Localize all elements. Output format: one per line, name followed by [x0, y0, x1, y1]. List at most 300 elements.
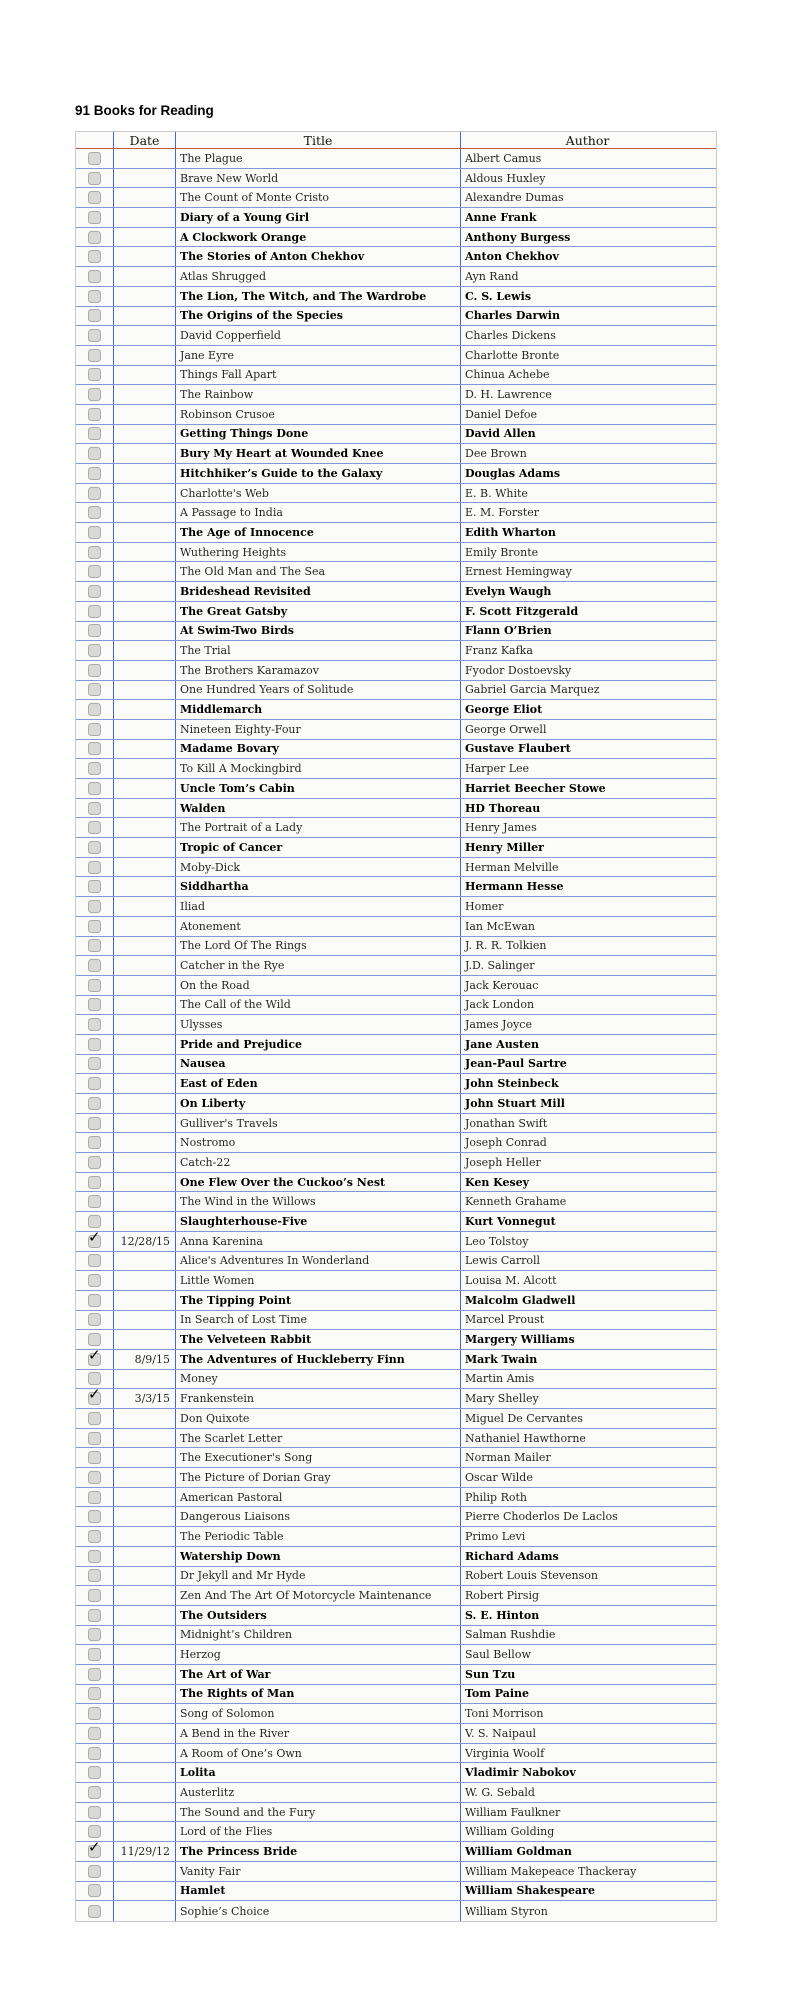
author-cell[interactable]: Joseph Conrad	[460, 1133, 714, 1152]
author-cell[interactable]: Daniel Defoe	[460, 405, 714, 424]
row-checkbox[interactable]	[88, 1018, 101, 1031]
title-cell[interactable]: The Lion, The Witch, and The Wardrobe	[175, 287, 460, 306]
date-cell[interactable]	[113, 1901, 175, 1921]
author-cell[interactable]: W. G. Sebald	[460, 1783, 714, 1802]
row-checkbox[interactable]	[88, 1077, 101, 1090]
title-cell[interactable]: The Velveteen Rabbit	[175, 1330, 460, 1349]
row-checkbox[interactable]	[88, 1274, 101, 1287]
author-cell[interactable]: Edith Wharton	[460, 523, 714, 542]
row-checkbox[interactable]	[88, 211, 101, 224]
author-cell[interactable]: Charles Darwin	[460, 307, 714, 326]
date-cell[interactable]	[113, 1429, 175, 1448]
row-checkbox[interactable]	[88, 1471, 101, 1484]
row-checkbox[interactable]	[88, 309, 101, 322]
author-cell[interactable]: Leo Tolstoy	[460, 1232, 714, 1251]
row-checkbox[interactable]	[88, 1451, 101, 1464]
row-checkbox[interactable]	[88, 1432, 101, 1445]
row-checkbox[interactable]	[88, 1372, 101, 1385]
author-cell[interactable]: Philip Roth	[460, 1488, 714, 1507]
row-checkbox[interactable]	[88, 1491, 101, 1504]
author-cell[interactable]: Ernest Hemingway	[460, 562, 714, 581]
row-checkbox[interactable]	[88, 388, 101, 401]
title-cell[interactable]: A Bend in the River	[175, 1724, 460, 1743]
title-cell[interactable]: Slaughterhouse-Five	[175, 1212, 460, 1231]
row-checkbox[interactable]	[88, 585, 101, 598]
date-cell[interactable]	[113, 956, 175, 975]
row-checkbox[interactable]	[88, 1156, 101, 1169]
title-cell[interactable]: Brave New World	[175, 169, 460, 188]
title-cell[interactable]: Uncle Tom’s Cabin	[175, 779, 460, 798]
row-checkbox[interactable]	[88, 920, 101, 933]
title-cell[interactable]: Robinson Crusoe	[175, 405, 460, 424]
title-cell[interactable]: Getting Things Done	[175, 425, 460, 444]
row-checkbox[interactable]	[88, 1806, 101, 1819]
author-cell[interactable]: D. H. Lawrence	[460, 385, 714, 404]
row-checkbox[interactable]	[88, 1707, 101, 1720]
title-cell[interactable]: Brideshead Revisited	[175, 582, 460, 601]
title-cell[interactable]: Jane Eyre	[175, 346, 460, 365]
author-cell[interactable]: William Golding	[460, 1822, 714, 1841]
author-cell[interactable]: Jane Austen	[460, 1035, 714, 1054]
date-cell[interactable]	[113, 996, 175, 1015]
title-cell[interactable]: Hitchhiker’s Guide to the Galaxy	[175, 464, 460, 483]
date-cell[interactable]	[113, 464, 175, 483]
title-cell[interactable]: Diary of a Young Girl	[175, 208, 460, 227]
row-checkbox[interactable]	[88, 172, 101, 185]
date-cell[interactable]	[113, 385, 175, 404]
author-cell[interactable]: Richard Adams	[460, 1547, 714, 1566]
row-checkbox[interactable]	[88, 1668, 101, 1681]
date-cell[interactable]	[113, 1094, 175, 1113]
author-cell[interactable]: Sun Tzu	[460, 1665, 714, 1684]
row-checkbox[interactable]	[88, 723, 101, 736]
row-checkbox[interactable]	[88, 1412, 101, 1425]
title-cell[interactable]: One Hundred Years of Solitude	[175, 681, 460, 700]
title-cell[interactable]: Madame Bovary	[175, 740, 460, 759]
row-checkbox[interactable]	[88, 447, 101, 460]
date-cell[interactable]	[113, 1862, 175, 1881]
date-cell[interactable]	[113, 1567, 175, 1586]
row-checkbox[interactable]	[88, 1510, 101, 1523]
date-cell[interactable]	[113, 897, 175, 916]
author-cell[interactable]: Mary Shelley	[460, 1389, 714, 1408]
date-cell[interactable]	[113, 622, 175, 641]
title-cell[interactable]: The Call of the Wild	[175, 996, 460, 1015]
title-cell[interactable]: The Great Gatsby	[175, 602, 460, 621]
author-cell[interactable]: Franz Kafka	[460, 641, 714, 660]
title-cell[interactable]: Sophie’s Choice	[175, 1901, 460, 1921]
row-checkbox[interactable]	[88, 1747, 101, 1760]
author-cell[interactable]: Kenneth Grahame	[460, 1192, 714, 1211]
date-cell[interactable]	[113, 1744, 175, 1763]
title-cell[interactable]: The Brothers Karamazov	[175, 661, 460, 680]
author-cell[interactable]: Ian McEwan	[460, 917, 714, 936]
title-cell[interactable]: The Sound and the Fury	[175, 1803, 460, 1822]
row-checkbox[interactable]	[88, 1727, 101, 1740]
row-checkbox[interactable]	[88, 742, 101, 755]
title-cell[interactable]: Herzog	[175, 1645, 460, 1664]
author-cell[interactable]: William Goldman	[460, 1842, 714, 1861]
date-cell[interactable]	[113, 818, 175, 837]
date-cell[interactable]	[113, 1626, 175, 1645]
author-cell[interactable]: Pierre Choderlos De Laclos	[460, 1507, 714, 1526]
author-cell[interactable]: Margery Williams	[460, 1330, 714, 1349]
date-cell[interactable]	[113, 720, 175, 739]
date-cell[interactable]	[113, 858, 175, 877]
title-cell[interactable]: Nostromo	[175, 1133, 460, 1152]
title-cell[interactable]: One Flew Over the Cuckoo’s Nest	[175, 1173, 460, 1192]
row-checkbox[interactable]	[88, 1842, 101, 1858]
author-cell[interactable]: Toni Morrison	[460, 1704, 714, 1723]
author-cell[interactable]: John Steinbeck	[460, 1074, 714, 1093]
date-cell[interactable]	[113, 267, 175, 286]
row-checkbox[interactable]	[88, 1136, 101, 1149]
title-cell[interactable]: Things Fall Apart	[175, 366, 460, 385]
row-checkbox[interactable]	[88, 1865, 101, 1878]
author-cell[interactable]: James Joyce	[460, 1015, 714, 1034]
row-checkbox[interactable]	[88, 1349, 101, 1366]
date-cell[interactable]	[113, 405, 175, 424]
row-checkbox[interactable]	[88, 959, 101, 972]
author-cell[interactable]: Gustave Flaubert	[460, 740, 714, 759]
row-checkbox[interactable]	[88, 1550, 101, 1563]
date-cell[interactable]	[113, 1035, 175, 1054]
row-checkbox[interactable]	[88, 1825, 101, 1838]
title-cell[interactable]: The Count of Monte Cristo	[175, 188, 460, 207]
author-cell[interactable]: Virginia Woolf	[460, 1744, 714, 1763]
row-checkbox[interactable]	[88, 664, 101, 677]
date-cell[interactable]	[113, 1822, 175, 1841]
date-cell[interactable]	[113, 759, 175, 778]
title-cell[interactable]: Lord of the Flies	[175, 1822, 460, 1841]
date-cell[interactable]	[113, 484, 175, 503]
row-checkbox[interactable]	[88, 880, 101, 893]
row-checkbox[interactable]	[88, 1057, 101, 1070]
title-cell[interactable]: David Copperfield	[175, 326, 460, 345]
author-cell[interactable]: Charlotte Bronte	[460, 346, 714, 365]
author-cell[interactable]: Harriet Beecher Stowe	[460, 779, 714, 798]
date-cell[interactable]	[113, 228, 175, 247]
date-cell[interactable]	[113, 1685, 175, 1704]
title-cell[interactable]: The Rights of Man	[175, 1685, 460, 1704]
row-checkbox[interactable]	[88, 998, 101, 1011]
date-cell[interactable]	[113, 1074, 175, 1093]
title-cell[interactable]: Nineteen Eighty-Four	[175, 720, 460, 739]
date-cell[interactable]: 11/29/12	[113, 1842, 175, 1861]
row-checkbox[interactable]	[88, 1176, 101, 1189]
date-cell[interactable]	[113, 641, 175, 660]
date-cell[interactable]	[113, 1724, 175, 1743]
date-cell[interactable]	[113, 1015, 175, 1034]
date-cell[interactable]	[113, 247, 175, 266]
title-cell[interactable]: The Tipping Point	[175, 1291, 460, 1310]
row-checkbox[interactable]	[88, 526, 101, 539]
author-cell[interactable]: Jack Kerouac	[460, 976, 714, 995]
title-cell[interactable]: The Plague	[175, 149, 460, 168]
author-cell[interactable]: J. R. R. Tolkien	[460, 937, 714, 956]
author-cell[interactable]: Louisa M. Alcott	[460, 1271, 714, 1290]
title-cell[interactable]: A Room of One’s Own	[175, 1744, 460, 1763]
date-cell[interactable]	[113, 1704, 175, 1723]
title-cell[interactable]: Catcher in the Rye	[175, 956, 460, 975]
author-cell[interactable]: Dee Brown	[460, 444, 714, 463]
title-cell[interactable]: Middlemarch	[175, 700, 460, 719]
title-cell[interactable]: The Lord Of The Rings	[175, 937, 460, 956]
author-cell[interactable]: George Orwell	[460, 720, 714, 739]
author-cell[interactable]: Jack London	[460, 996, 714, 1015]
author-cell[interactable]: Nathaniel Hawthorne	[460, 1429, 714, 1448]
author-cell[interactable]: Gabriel Garcia Marquez	[460, 681, 714, 700]
author-cell[interactable]: Harper Lee	[460, 759, 714, 778]
author-cell[interactable]: E. B. White	[460, 484, 714, 503]
date-cell[interactable]	[113, 1153, 175, 1172]
author-cell[interactable]: Tom Paine	[460, 1685, 714, 1704]
row-checkbox[interactable]	[88, 1294, 101, 1307]
title-cell[interactable]: The Old Man and The Sea	[175, 562, 460, 581]
title-cell[interactable]: Wuthering Heights	[175, 543, 460, 562]
title-cell[interactable]: Zen And The Art Of Motorcycle Maintenance	[175, 1586, 460, 1605]
title-cell[interactable]: East of Eden	[175, 1074, 460, 1093]
row-checkbox[interactable]	[88, 349, 101, 362]
date-cell[interactable]	[113, 188, 175, 207]
date-cell[interactable]	[113, 169, 175, 188]
date-cell[interactable]	[113, 1133, 175, 1152]
date-cell[interactable]	[113, 838, 175, 857]
title-cell[interactable]: The Stories of Anton Chekhov	[175, 247, 460, 266]
author-cell[interactable]: Jean-Paul Sartre	[460, 1055, 714, 1074]
row-checkbox[interactable]	[88, 703, 101, 716]
date-cell[interactable]	[113, 661, 175, 680]
title-cell[interactable]: Midnight’s Children	[175, 1626, 460, 1645]
date-cell[interactable]	[113, 1507, 175, 1526]
title-cell[interactable]: The Outsiders	[175, 1606, 460, 1625]
row-checkbox[interactable]	[88, 1687, 101, 1700]
author-cell[interactable]: William Faulkner	[460, 1803, 714, 1822]
title-cell[interactable]: Alice's Adventures In Wonderland	[175, 1252, 460, 1271]
row-checkbox[interactable]	[88, 565, 101, 578]
author-cell[interactable]: Fyodor Dostoevsky	[460, 661, 714, 680]
author-cell[interactable]: Anthony Burgess	[460, 228, 714, 247]
author-cell[interactable]: John Stuart Mill	[460, 1094, 714, 1113]
title-cell[interactable]: The Trial	[175, 641, 460, 660]
title-cell[interactable]: Gulliver's Travels	[175, 1114, 460, 1133]
date-cell[interactable]	[113, 543, 175, 562]
row-checkbox[interactable]	[88, 1609, 101, 1622]
row-checkbox[interactable]	[88, 1117, 101, 1130]
date-cell[interactable]	[113, 523, 175, 542]
date-cell[interactable]	[113, 1252, 175, 1271]
author-cell[interactable]: J.D. Salinger	[460, 956, 714, 975]
row-checkbox[interactable]	[88, 1786, 101, 1799]
author-cell[interactable]: Jonathan Swift	[460, 1114, 714, 1133]
author-cell[interactable]: Douglas Adams	[460, 464, 714, 483]
author-cell[interactable]: Chinua Achebe	[460, 366, 714, 385]
author-cell[interactable]: HD Thoreau	[460, 799, 714, 818]
row-checkbox[interactable]	[88, 231, 101, 244]
author-cell[interactable]: Albert Camus	[460, 149, 714, 168]
author-cell[interactable]: Miguel De Cervantes	[460, 1409, 714, 1428]
row-checkbox[interactable]	[88, 841, 101, 854]
date-cell[interactable]	[113, 1645, 175, 1664]
author-cell[interactable]: William Styron	[460, 1901, 714, 1921]
date-cell[interactable]	[113, 799, 175, 818]
title-cell[interactable]: Charlotte's Web	[175, 484, 460, 503]
author-cell[interactable]: Homer	[460, 897, 714, 916]
row-checkbox[interactable]	[88, 939, 101, 952]
title-cell[interactable]: Hamlet	[175, 1882, 460, 1901]
date-cell[interactable]	[113, 562, 175, 581]
author-cell[interactable]: Lewis Carroll	[460, 1252, 714, 1271]
date-cell[interactable]	[113, 1409, 175, 1428]
row-checkbox[interactable]	[88, 1195, 101, 1208]
row-checkbox[interactable]	[88, 368, 101, 381]
row-checkbox[interactable]	[88, 152, 101, 165]
author-cell[interactable]: Anne Frank	[460, 208, 714, 227]
author-cell[interactable]: Oscar Wilde	[460, 1468, 714, 1487]
row-checkbox[interactable]	[88, 605, 101, 618]
row-checkbox[interactable]	[88, 546, 101, 559]
row-checkbox[interactable]	[88, 821, 101, 834]
date-cell[interactable]: 3/3/15	[113, 1389, 175, 1408]
title-cell[interactable]: American Pastoral	[175, 1488, 460, 1507]
row-checkbox[interactable]	[88, 1038, 101, 1051]
row-checkbox[interactable]	[88, 683, 101, 696]
date-cell[interactable]	[113, 1114, 175, 1133]
author-cell[interactable]: Ayn Rand	[460, 267, 714, 286]
title-cell[interactable]: Frankenstein	[175, 1389, 460, 1408]
author-cell[interactable]: Kurt Vonnegut	[460, 1212, 714, 1231]
row-checkbox[interactable]	[88, 900, 101, 913]
author-cell[interactable]: C. S. Lewis	[460, 287, 714, 306]
row-checkbox[interactable]	[88, 427, 101, 440]
author-cell[interactable]: Marcel Proust	[460, 1311, 714, 1330]
date-cell[interactable]	[113, 700, 175, 719]
date-cell[interactable]	[113, 444, 175, 463]
author-cell[interactable]: Hermann Hesse	[460, 877, 714, 896]
title-cell[interactable]: The Scarlet Letter	[175, 1429, 460, 1448]
author-cell[interactable]: Vladimir Nabokov	[460, 1763, 714, 1782]
title-cell[interactable]: The Picture of Dorian Gray	[175, 1468, 460, 1487]
row-checkbox[interactable]	[88, 624, 101, 637]
author-cell[interactable]: Anton Chekhov	[460, 247, 714, 266]
date-cell[interactable]	[113, 287, 175, 306]
title-cell[interactable]: Tropic of Cancer	[175, 838, 460, 857]
row-checkbox[interactable]	[88, 1215, 101, 1228]
row-checkbox[interactable]	[88, 1905, 101, 1918]
row-checkbox[interactable]	[88, 290, 101, 303]
title-cell[interactable]: Austerlitz	[175, 1783, 460, 1802]
title-cell[interactable]: At Swim-Two Birds	[175, 622, 460, 641]
date-cell[interactable]	[113, 326, 175, 345]
date-cell[interactable]	[113, 1173, 175, 1192]
date-cell[interactable]	[113, 602, 175, 621]
title-cell[interactable]: Watership Down	[175, 1547, 460, 1566]
title-cell[interactable]: The Princess Bride	[175, 1842, 460, 1861]
author-cell[interactable]: Martin Amis	[460, 1370, 714, 1389]
author-cell[interactable]: F. Scott Fitzgerald	[460, 602, 714, 621]
title-cell[interactable]: Atonement	[175, 917, 460, 936]
title-cell[interactable]: The Art of War	[175, 1665, 460, 1684]
author-cell[interactable]: Mark Twain	[460, 1350, 714, 1369]
row-checkbox[interactable]	[88, 408, 101, 421]
title-cell[interactable]: Ulysses	[175, 1015, 460, 1034]
author-cell[interactable]: Emily Bronte	[460, 543, 714, 562]
row-checkbox[interactable]	[88, 1530, 101, 1543]
title-cell[interactable]: In Search of Lost Time	[175, 1311, 460, 1330]
date-cell[interactable]	[113, 779, 175, 798]
date-cell[interactable]: 12/28/15	[113, 1232, 175, 1251]
date-cell[interactable]	[113, 976, 175, 995]
author-cell[interactable]: Henry James	[460, 818, 714, 837]
date-cell[interactable]	[113, 1547, 175, 1566]
date-cell[interactable]	[113, 307, 175, 326]
author-cell[interactable]: David Allen	[460, 425, 714, 444]
title-cell[interactable]: Don Quixote	[175, 1409, 460, 1428]
title-cell[interactable]: The Executioner's Song	[175, 1448, 460, 1467]
title-cell[interactable]: Lolita	[175, 1763, 460, 1782]
title-cell[interactable]: The Wind in the Willows	[175, 1192, 460, 1211]
row-checkbox[interactable]	[88, 1097, 101, 1110]
title-cell[interactable]: Iliad	[175, 897, 460, 916]
author-cell[interactable]: Alexandre Dumas	[460, 188, 714, 207]
row-checkbox[interactable]	[88, 270, 101, 283]
author-cell[interactable]: V. S. Naipaul	[460, 1724, 714, 1743]
title-cell[interactable]: Dr Jekyll and Mr Hyde	[175, 1567, 460, 1586]
row-checkbox[interactable]	[88, 802, 101, 815]
title-cell[interactable]: The Origins of the Species	[175, 307, 460, 326]
date-cell[interactable]	[113, 1448, 175, 1467]
date-cell[interactable]	[113, 1212, 175, 1231]
title-cell[interactable]: Catch-22	[175, 1153, 460, 1172]
date-cell[interactable]	[113, 582, 175, 601]
title-cell[interactable]: Song of Solomon	[175, 1704, 460, 1723]
author-cell[interactable]: E. M. Forster	[460, 503, 714, 522]
row-checkbox[interactable]	[88, 1589, 101, 1602]
date-cell[interactable]	[113, 877, 175, 896]
date-cell[interactable]	[113, 1586, 175, 1605]
author-cell[interactable]: Salman Rushdie	[460, 1626, 714, 1645]
title-cell[interactable]: Walden	[175, 799, 460, 818]
date-cell[interactable]	[113, 1882, 175, 1901]
date-cell[interactable]: 8/9/15	[113, 1350, 175, 1369]
row-checkbox[interactable]	[88, 762, 101, 775]
title-cell[interactable]: A Clockwork Orange	[175, 228, 460, 247]
author-cell[interactable]: Aldous Huxley	[460, 169, 714, 188]
row-checkbox[interactable]	[88, 861, 101, 874]
author-cell[interactable]: Malcolm Gladwell	[460, 1291, 714, 1310]
title-cell[interactable]: Siddhartha	[175, 877, 460, 896]
row-checkbox[interactable]	[88, 1333, 101, 1346]
date-cell[interactable]	[113, 1606, 175, 1625]
title-cell[interactable]: Dangerous Liaisons	[175, 1507, 460, 1526]
row-checkbox[interactable]	[88, 644, 101, 657]
title-cell[interactable]: A Passage to India	[175, 503, 460, 522]
row-checkbox[interactable]	[88, 1766, 101, 1779]
author-cell[interactable]: Norman Mailer	[460, 1448, 714, 1467]
date-cell[interactable]	[113, 1055, 175, 1074]
title-cell[interactable]: The Rainbow	[175, 385, 460, 404]
date-cell[interactable]	[113, 503, 175, 522]
title-cell[interactable]: The Periodic Table	[175, 1527, 460, 1546]
date-cell[interactable]	[113, 1291, 175, 1310]
row-checkbox[interactable]	[88, 1389, 101, 1405]
title-cell[interactable]: Bury My Heart at Wounded Knee	[175, 444, 460, 463]
title-cell[interactable]: To Kill A Mockingbird	[175, 759, 460, 778]
date-cell[interactable]	[113, 1468, 175, 1487]
date-cell[interactable]	[113, 1370, 175, 1389]
date-cell[interactable]	[113, 1527, 175, 1546]
title-cell[interactable]: On Liberty	[175, 1094, 460, 1113]
